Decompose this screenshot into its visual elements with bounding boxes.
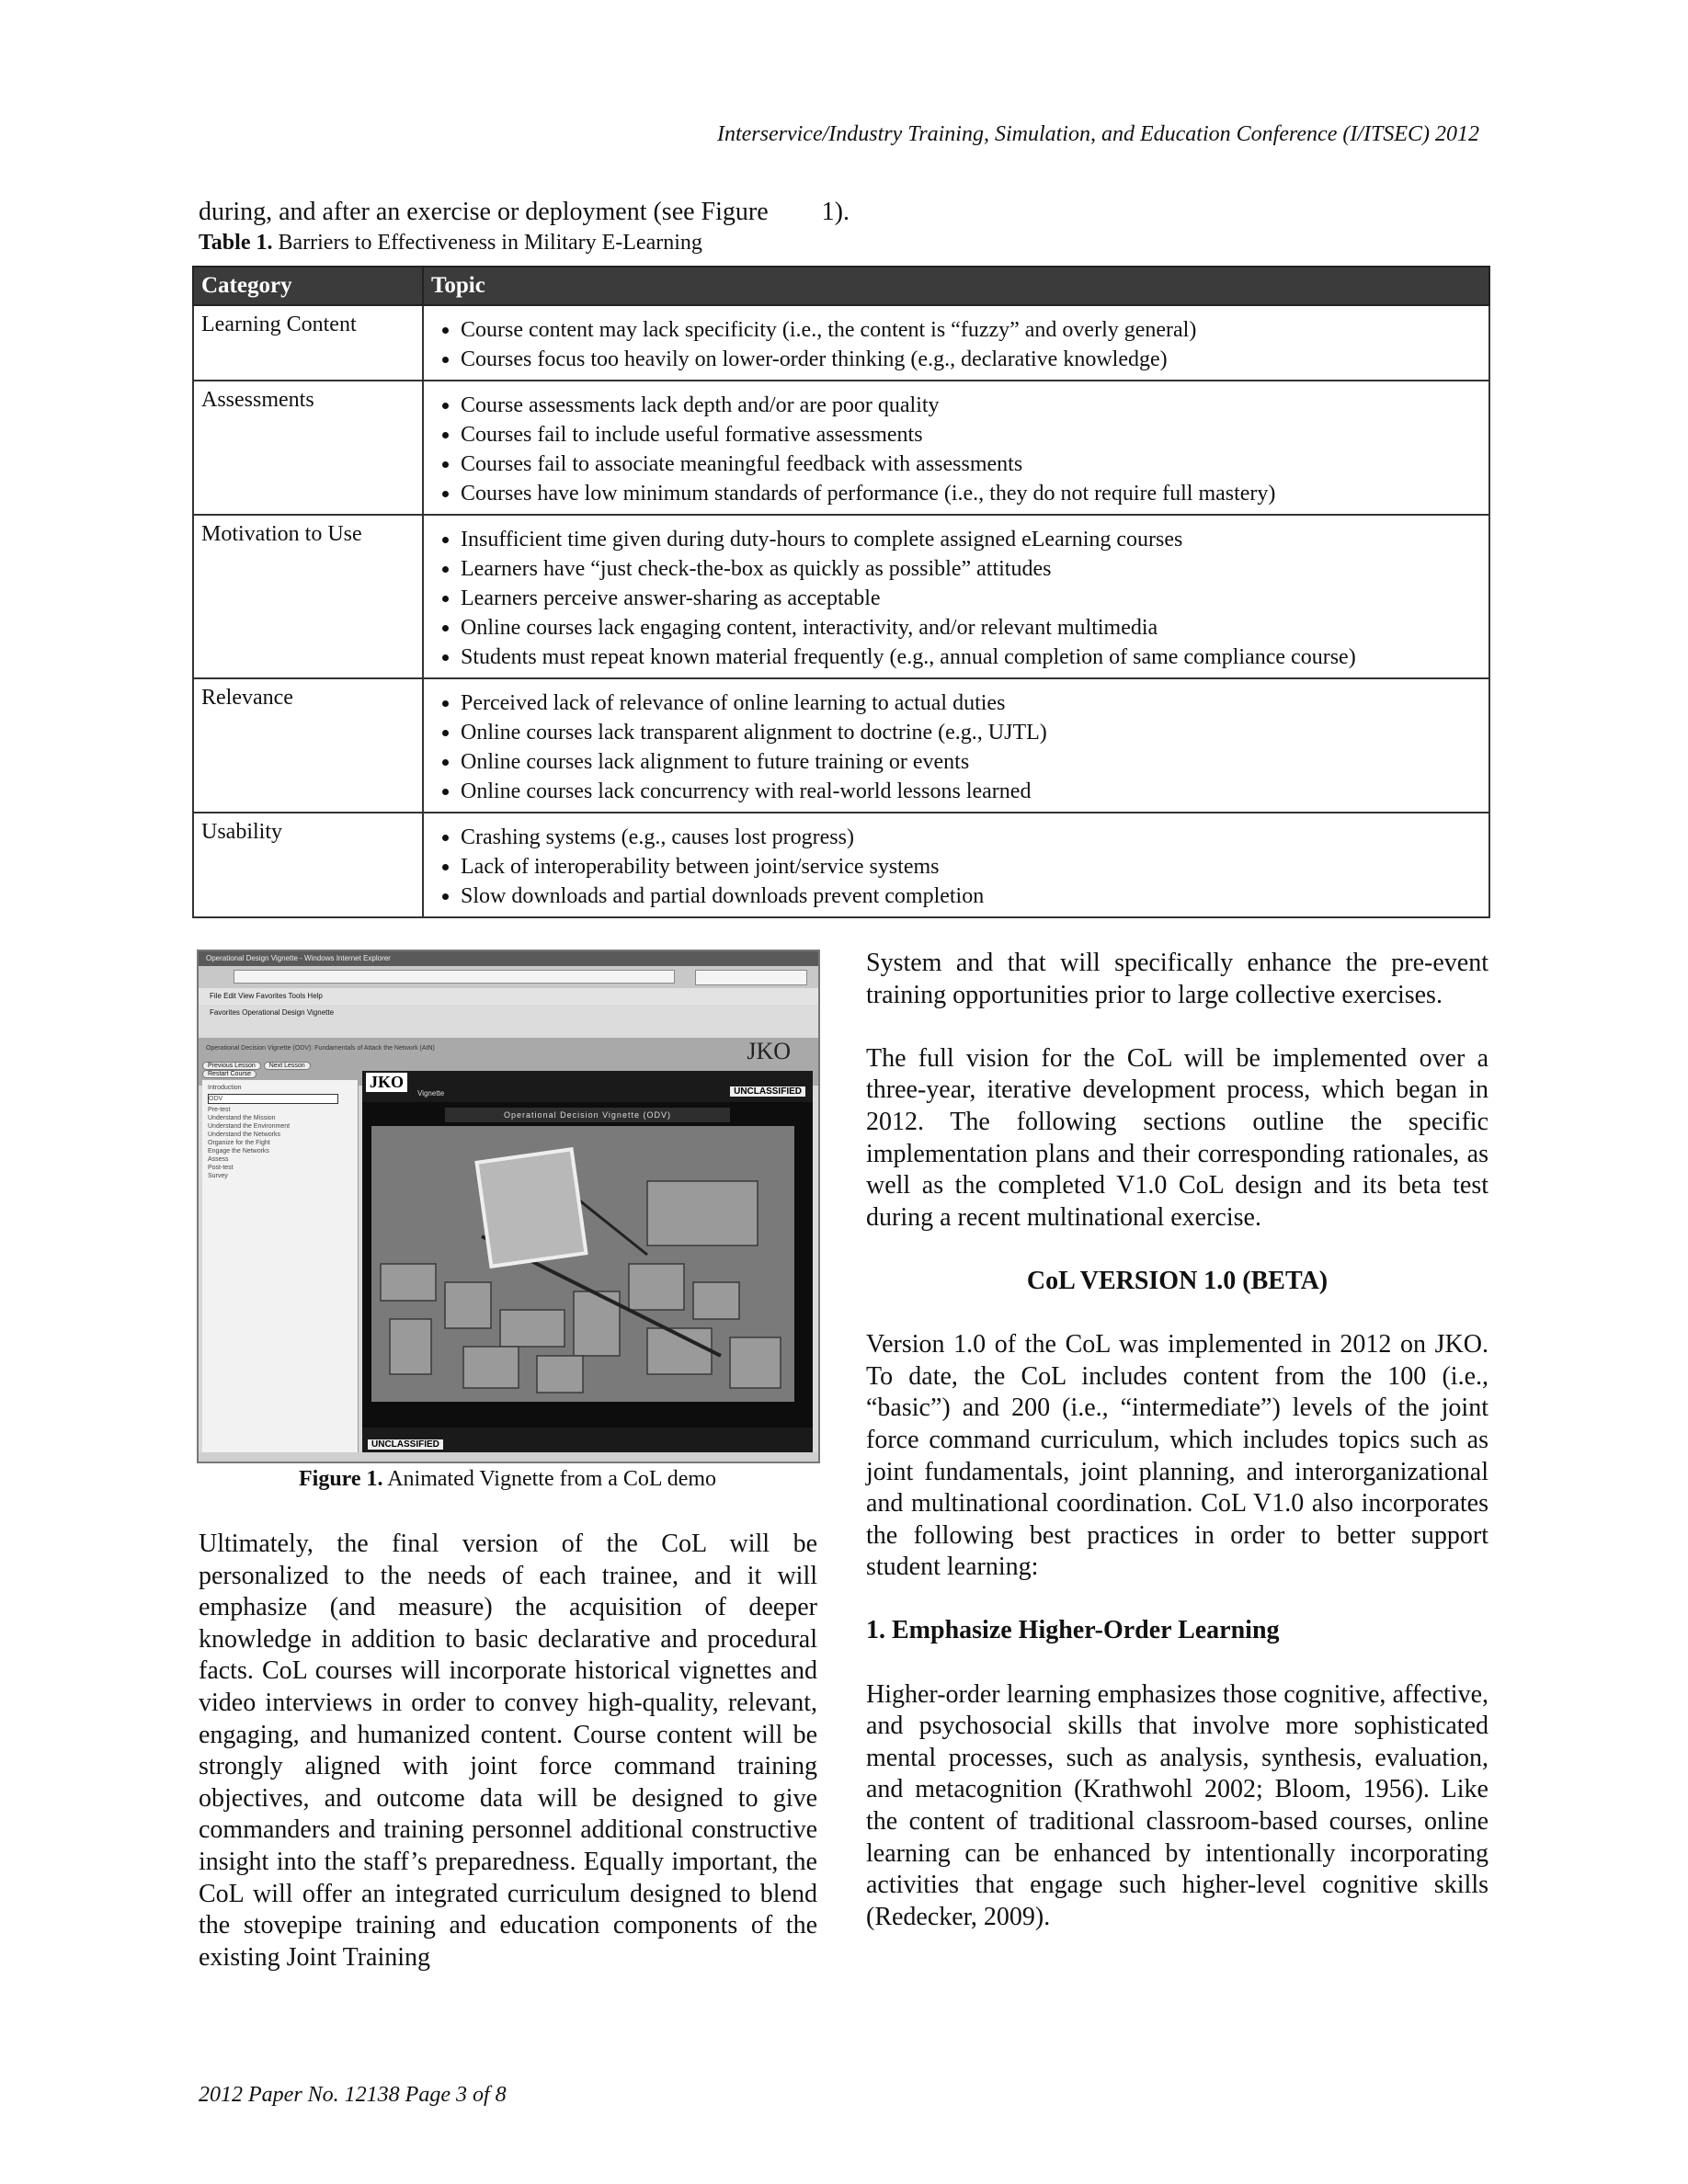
topic-item: • Learners have “just check-the-box as quickly as possible” attitudes: [461, 554, 1481, 584]
category-cell: Usability: [193, 813, 423, 917]
topic-item: • Courses fail to include useful formative assessments: [461, 420, 1481, 449]
table-caption: [199, 231, 702, 256]
page-footer: 2012 Paper No. 12138 Page 3 of 8: [199, 2083, 507, 2107]
course-sidebar: [202, 1080, 359, 1452]
search-field: [695, 970, 807, 985]
sidebar-item: Pre-test: [208, 1107, 231, 1113]
sidebar-item: Understand the Mission: [208, 1115, 276, 1121]
topic-list: [431, 823, 1481, 911]
topic-cell: [423, 305, 1489, 381]
category-cell: Motivation to Use: [193, 515, 423, 678]
topic-cell: [423, 678, 1489, 813]
player-label: Vignette: [417, 1089, 445, 1098]
sidebar-item: ODV: [208, 1094, 338, 1104]
running-header: Interservice/Industry Training, Simulation, and Education Conference (I/ITSEC) 2012: [716, 122, 1479, 146]
figure-screenshot: [197, 950, 820, 1463]
table-row: [193, 678, 1489, 813]
browser-favorites: Favorites Operational Design Vignette: [199, 1005, 818, 1038]
player-title: Operational Decision Vignette (ODV): [445, 1108, 730, 1122]
right-paragraph-4: Higher-order learning emphasizes those cognitive, affective, and psychosocial skills that involve more sophisticated mental processes, such as analysis, synthesis, evaluation, and metacognition (Krathwohl 2002; Bloom, 1956). Like the content of traditional classroom-based courses, online learning can be enhanced by intentionally incorporating activities that engage such higher-level cognitive skills (Redecker, 2009).: [866, 1679, 1488, 1931]
table-caption-label: Table 1.: [199, 231, 273, 255]
figure-caption: [199, 1467, 816, 1492]
topic-item: • Course assessments lack depth and/or are poor quality: [461, 391, 1481, 420]
topic-item: • Online courses lack alignment to future training or events: [461, 747, 1481, 777]
topic-item: • Perceived lack of relevance of online learning to actual duties: [461, 688, 1481, 718]
nav-next: Next Lesson: [264, 1062, 311, 1070]
table-header-row: [193, 267, 1489, 305]
browser-statusbar: [199, 1452, 818, 1462]
topic-item: • Courses have low minimum standards of performance (i.e., they do not require full mastery): [461, 479, 1481, 508]
browser-address-bar: [199, 966, 818, 988]
sidebar-item: Engage the Networks: [208, 1148, 269, 1155]
topic-cell: [423, 813, 1489, 917]
topic-item: • Students must repeat known material frequently (e.g., annual completion of same compliance course): [461, 643, 1481, 672]
topic-item: • Online courses lack transparent alignment to doctrine (e.g., UJTL): [461, 718, 1481, 747]
category-cell: Assessments: [193, 381, 423, 515]
course-title: Operational Decision Vignette (ODV): Fundamentals of Attack the Network (AtN): [206, 1045, 435, 1052]
topic-item: • Courses focus too heavily on lower-order thinking (e.g., declarative knowledge): [461, 345, 1481, 374]
map-view: [371, 1126, 794, 1402]
topic-list: [431, 525, 1481, 672]
topic-list: [431, 391, 1481, 508]
topic-cell: [423, 515, 1489, 678]
map-graphic: [371, 1126, 794, 1402]
topic-item: • Slow downloads and partial downloads prevent completion: [461, 882, 1481, 911]
table-body: [193, 305, 1489, 917]
lead-sentence: [199, 198, 1486, 227]
nav-previous: Previous Lesson: [202, 1062, 261, 1070]
browser-menu: File Edit View Favorites Tools Help: [199, 988, 818, 1005]
table-row: [193, 381, 1489, 515]
topic-item: • Lack of interoperability between joint/service systems: [461, 852, 1481, 882]
topic-list: [431, 315, 1481, 374]
table-row: [193, 813, 1489, 917]
vignette-player: [362, 1071, 813, 1455]
figure-caption-label: Figure 1.: [298, 1467, 383, 1491]
sidebar-item: Post-test: [208, 1165, 234, 1171]
topic-item: • Online courses lack concurrency with real-world lessons learned: [461, 777, 1481, 806]
sidebar-item: Understand the Environment: [208, 1123, 291, 1130]
table-caption-text: Barriers to Effectiveness in Military E-Learning: [272, 231, 702, 255]
right-column: [866, 948, 1488, 1965]
lead-tail: 1).: [821, 198, 850, 226]
sidebar-item: Organize for the Fight: [208, 1140, 270, 1146]
topic-item: • Online courses lack engaging content, interactivity, and/or relevant multimedia: [461, 613, 1481, 643]
topic-list: [431, 688, 1481, 806]
jko-logo: JKO: [747, 1038, 791, 1064]
topic-cell: [423, 381, 1489, 515]
table-row: [193, 305, 1489, 381]
table-row: [193, 515, 1489, 678]
category-cell: Learning Content: [193, 305, 423, 381]
browser-titlebar: Operational Design Vignette - Windows Internet Explorer: [199, 951, 818, 966]
topic-item: • Courses fail to associate meaningful feedback with assessments: [461, 449, 1481, 479]
topic-item: • Crashing systems (e.g., causes lost progress): [461, 823, 1481, 852]
left-paragraph: Ultimately, the final version of the CoL will be personalized to the needs of each trainee, and it will emphasize (and measure) the acquisition of deeper knowledge in addition to basic declarative and procedural facts. CoL courses will incorporate historical vignettes and video interviews in order to convey high-quality, relevant, engaging, and humanized content. Course content will be strongly aligned with joint force command training objectives, and outcome data will be designed to give commanders and training personnel additional constructive insight into the staff’s preparedness. Equally important, the CoL will offer an integrated curriculum designed to blend the stovepipe training and education components of the existing Joint Training: [199, 1530, 817, 1972]
barriers-table: [192, 266, 1490, 918]
sidebar-item: Understand the Networks: [208, 1132, 280, 1138]
sidebar-item: Introduction: [208, 1085, 242, 1091]
topic-item: • Course content may lack specificity (i.e., the content is “fuzzy” and overly general): [461, 315, 1481, 345]
category-cell: Relevance: [193, 678, 423, 813]
player-logo: JKO: [366, 1073, 407, 1092]
subsection-heading: 1. Emphasize Higher-Order Learning: [866, 1616, 1280, 1645]
right-paragraph-3: Version 1.0 of the CoL was implemented in 2012 on JKO. To date, the CoL includes content from the 100 (i.e., “basic”) and 200 (i.e., “intermediate”) levels of the joint force command curriculum, which includes topics such as joint fundamentals, joint planning, and interorganizational and multinational coordination. CoL V1.0 also incorporates the following best practices in order to better support student learning:: [866, 1330, 1488, 1582]
right-paragraph-1: System and that will specifically enhance the pre-event training opportunities prior to large collective exercises.: [866, 949, 1488, 1009]
left-column: [199, 1529, 817, 2006]
figure-caption-text: Animated Vignette from a CoL demo: [382, 1467, 717, 1491]
section-heading: CoL VERSION 1.0 (BETA): [1026, 1266, 1329, 1295]
nav-restart: Restart Course: [202, 1070, 257, 1078]
right-paragraph-2: The full vision for the CoL will be implemented over a three-year, iterative development process, which began in 2012. The following sections outline the specific implementation plans and their corresponding rationales, as well as the completed V1.0 CoL design and its beta test during a recent multinational exercise.: [866, 1043, 1488, 1232]
header-topic: Topic: [423, 267, 1489, 305]
suspect-photo: [474, 1147, 587, 1268]
topic-item: • Learners perceive answer-sharing as acceptable: [461, 584, 1481, 613]
header-category: Category: [193, 267, 423, 305]
lead-text: during, and after an exercise or deployment (see Figure: [199, 198, 769, 226]
classification-top: UNCLASSIFIED: [730, 1086, 805, 1097]
course-nav: [202, 1062, 368, 1075]
classification-bottom: UNCLASSIFIED: [368, 1439, 443, 1450]
topic-item: • Insufficient time given during duty-hours to complete assigned eLearning courses: [461, 525, 1481, 554]
address-field: [234, 970, 675, 984]
sidebar-item: Assess: [208, 1156, 229, 1163]
sidebar-item: Survey: [208, 1173, 228, 1179]
